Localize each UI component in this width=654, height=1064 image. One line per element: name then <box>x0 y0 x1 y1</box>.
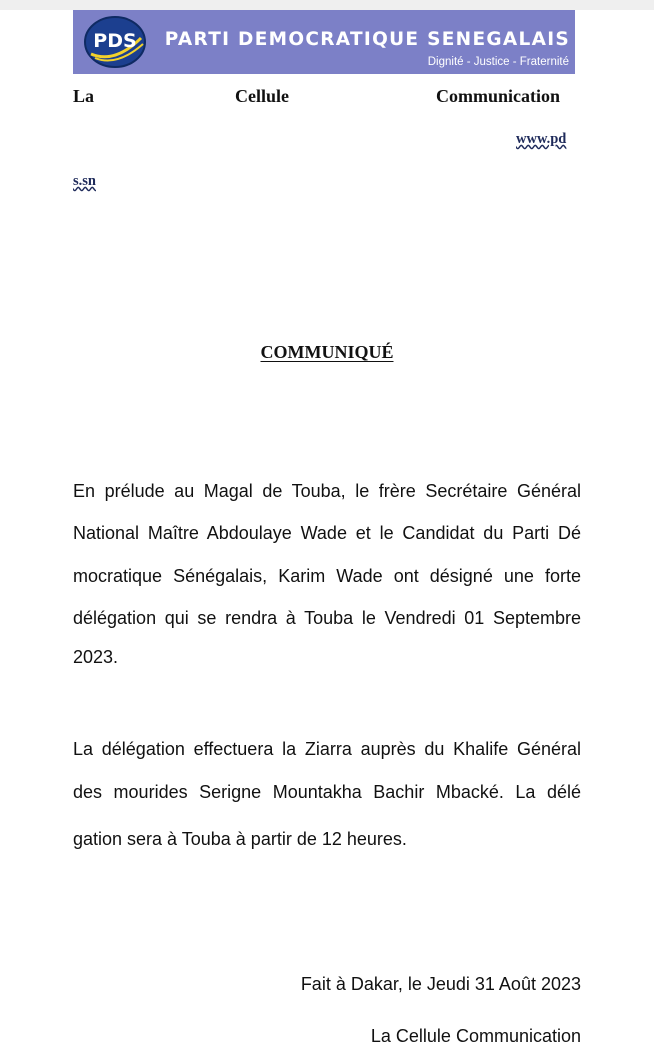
paragraph2-line: gation sera à Touba à partir de 12 heures. <box>73 829 407 849</box>
paragraph1-line: National Maître Abdoulaye Wade et le Candidat du Parti Dé <box>73 523 581 543</box>
paragraph1-line: délégation qui se rendra à Touba le Vendredi 01 Septembre <box>73 608 581 628</box>
paragraph1-line: En prélude au Magal de Touba, le frère Secrétaire Général <box>73 481 581 501</box>
place-date: Fait à Dakar, le Jeudi 31 Août 2023 <box>300 974 581 994</box>
paragraph2-line: La délégation effectuera la Ziarra auprès du Khalife Général <box>73 739 581 759</box>
letterhead-banner <box>73 10 575 74</box>
sender-word-communication: Communication <box>436 86 561 106</box>
party-motto: Dignité - Justice - Fraternité <box>427 56 569 68</box>
paragraph2-line: des mourides Serigne Mountakha Bachir Mbacké. La délé <box>73 782 581 802</box>
document-title: COMMUNIQUÉ <box>260 342 394 362</box>
sender-word-cellule: Cellule <box>235 86 289 106</box>
sender-word-la: La <box>73 86 95 106</box>
website-link-part1[interactable]: www.pd <box>516 131 567 147</box>
website-link-part2[interactable]: s.sn <box>73 173 96 189</box>
paragraph1-line: 2023. <box>73 647 119 667</box>
party-name: PARTI DEMOCRATIQUE SENEGALAIS <box>164 29 570 50</box>
top-strip <box>0 0 654 10</box>
paragraph1-line: mocratique Sénégalais, Karim Wade ont désigné une forte <box>73 566 581 586</box>
logo-text: PDS <box>93 30 137 52</box>
signature: La Cellule Communication <box>370 1026 581 1046</box>
pds-logo <box>81 14 149 70</box>
